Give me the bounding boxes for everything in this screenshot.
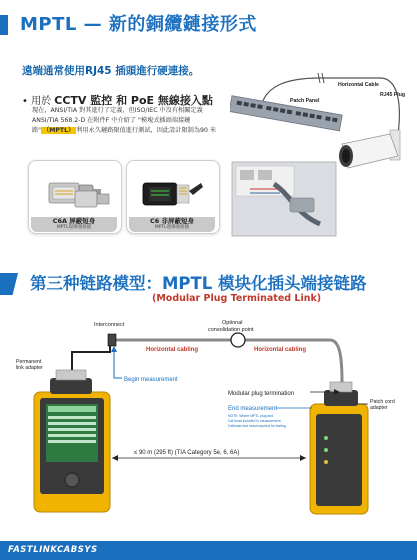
end-note-line-3: Calibrate test head required for testing xyxy=(228,424,286,428)
section2-accent-bar xyxy=(0,273,18,295)
description-paragraph xyxy=(32,106,222,136)
horizontal-cable-label: Horizontal Cable xyxy=(338,82,379,88)
card-c6-caption xyxy=(129,217,215,232)
desc-part1: 現在，ANSI/TIA 對其進行了定義，但ISO/IEC 中沒有相關定義ANSI/TIA 568.2-D 在附件F 中介紹了 "模塊式插頭端接鏈路" xyxy=(32,107,203,134)
patch-cord-adapter-label-2: adapter xyxy=(370,405,388,411)
section1-subtitle: 遠端通常使用RJ45 插頭進行硬連接。 xyxy=(22,65,200,77)
card-c6a-caption xyxy=(31,217,117,232)
horizontal-cabling-left-label: Horizontal cabling xyxy=(146,347,199,353)
card-c6a-subtitle: MPTL現場端接插 xyxy=(56,225,92,230)
distance-label: ≤ 90 m (295 ft) (TIA Category 5e, 6, 6A) xyxy=(134,450,240,456)
section2-title: 第三种链路模型：MPTL 模块化插头端接链路 xyxy=(30,274,367,293)
c6-plug-image xyxy=(127,161,219,219)
card-c6-title: C6 非屏蔽短身 xyxy=(149,217,195,225)
begin-measurement-label: Begin measurement xyxy=(124,377,178,383)
bullet-prefix: • 用於 xyxy=(22,96,55,107)
bullet-main: CCTV 監控 和 PoE 無線接入點 xyxy=(54,94,213,107)
mptl-link-diagram xyxy=(10,318,410,518)
card-c6-subtitle: MPTL現場端接插 xyxy=(154,225,190,230)
optional-cp-label-2: consolidation point xyxy=(208,327,254,333)
permanent-adapter-label-1: Permanent xyxy=(16,359,42,365)
interconnect-label: Interconnect xyxy=(94,322,125,328)
end-measurement-label: End measurement xyxy=(228,406,278,412)
permanent-adapter-label-2: link adapter xyxy=(16,365,43,371)
rj45-plug-label: RJ45 Plug xyxy=(380,92,406,98)
begin-measurement-pointer xyxy=(114,348,122,378)
end-note-line-2: Cat head included in measurement xyxy=(228,419,281,423)
left-tester-graphic xyxy=(34,370,110,512)
section1-header xyxy=(0,0,417,52)
desc-highlight: （MPTL） xyxy=(43,127,75,134)
optional-cp-label-1: Optional xyxy=(222,320,243,326)
section1-title: MPTL — 新的銅纜鏈接形式 xyxy=(20,14,257,35)
interconnect-jack xyxy=(108,334,116,346)
patch-panel-graphic xyxy=(230,96,342,131)
modular-plug-termination-label: Modular plug termination xyxy=(228,391,295,397)
end-note-line-1: NOTE: Where MPTL plug and xyxy=(228,414,274,418)
consolidation-point-marker xyxy=(231,333,245,347)
mptl-installation-illustration xyxy=(230,64,410,238)
right-tester-graphic xyxy=(310,382,368,514)
footer-bar xyxy=(0,541,417,560)
cctv-camera-graphic xyxy=(339,130,400,168)
header-accent-bar xyxy=(0,15,8,35)
card-c6a-title: C6A 屏蔽短身 xyxy=(52,217,96,225)
patch-panel-label: Patch Panel xyxy=(290,98,320,104)
patch-cord-adapter-label-1: Patch cord xyxy=(370,399,395,405)
c6a-plug-image xyxy=(29,161,121,219)
desc-part2: 利用永久鏈路限值進行測試，因此設計限制為90 米 xyxy=(76,127,217,134)
horizontal-cabling-right-label: Horizontal cabling xyxy=(254,347,307,353)
footer-brand: FASTLINKCABSYS xyxy=(8,545,98,555)
section2-subtitle: (Modular Plug Terminated Link) xyxy=(152,293,322,304)
